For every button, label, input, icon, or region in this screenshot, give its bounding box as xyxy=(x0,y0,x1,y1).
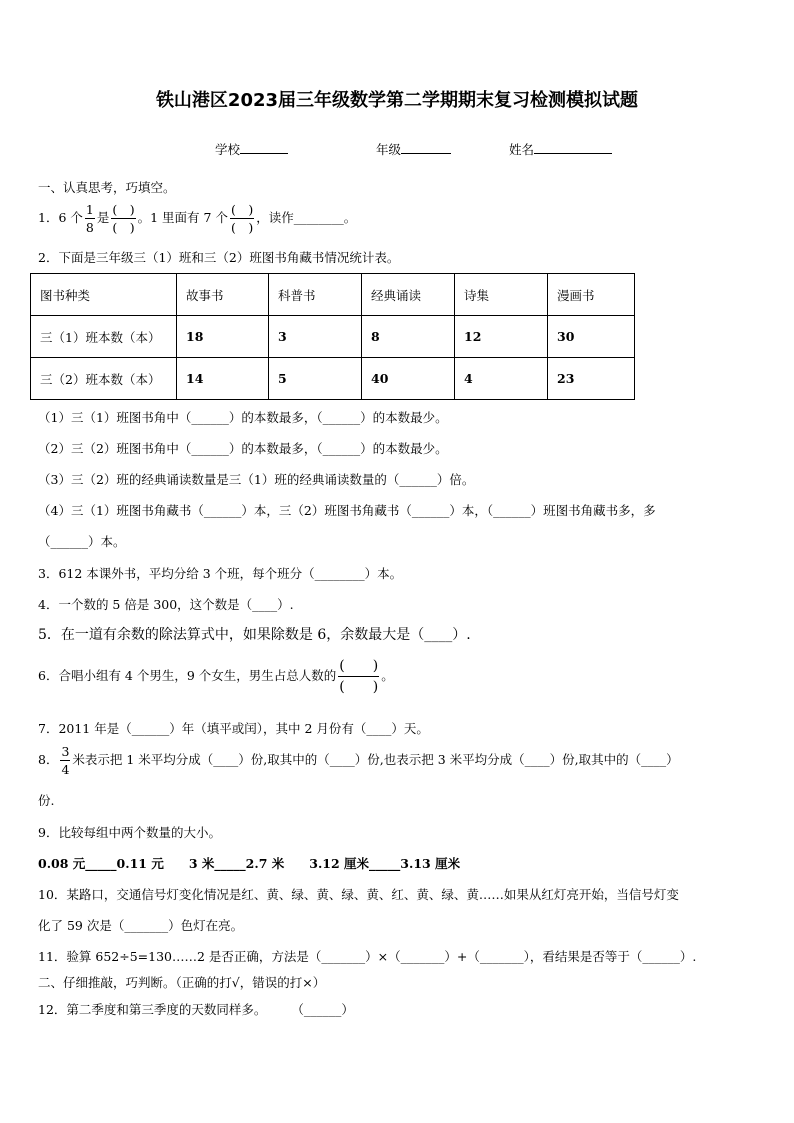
name-blank[interactable] xyxy=(534,140,612,154)
table-cell: 5 xyxy=(269,358,362,400)
table-cell: 14 xyxy=(177,358,269,400)
question-4: 4．一个数的 5 倍是 300，这个数是（____）. xyxy=(38,597,294,612)
table-cell: 4 xyxy=(455,358,548,400)
question-9: 9．比较每组中两个数量的大小。 xyxy=(38,825,221,840)
q1-text-b: 是 xyxy=(96,210,110,225)
q1-text-d: ，读作________。 xyxy=(256,210,357,225)
name-label: 姓名 xyxy=(509,142,535,157)
question-2-sub-4-cont: （______）本。 xyxy=(38,534,126,549)
table-header-cell: 诗集 xyxy=(455,274,548,316)
fraction-blank-q6[interactable] xyxy=(338,658,379,695)
q1-f3-den: ( ) xyxy=(230,220,254,235)
q1-f1-den: 8 xyxy=(85,220,94,235)
question-10: 10．某路口，交通信号灯变化情况是红、黄、绿、黄、绿、黄、红、黄、绿、黄……如果从红灯亮开始，当信号灯变 xyxy=(38,887,679,902)
table-cell: 12 xyxy=(455,316,548,358)
page-title: 铁山港区2023届三年级数学第二学期期末复习检测模拟试题 xyxy=(155,90,639,111)
fraction-one-eighth xyxy=(85,203,95,234)
question-8 xyxy=(38,745,679,776)
q8-text-a: 8． xyxy=(38,752,59,767)
grade-field xyxy=(376,140,451,158)
table-row-label: 三（1）班本数（本） xyxy=(31,316,177,358)
name-field xyxy=(509,140,612,158)
table-header-cell: 经典诵读 xyxy=(362,274,455,316)
table-row-label: 三（2）班本数（本） xyxy=(31,358,177,400)
table-header-cell: 科普书 xyxy=(269,274,362,316)
table-cell: 8 xyxy=(362,316,455,358)
question-3: 3．612 本课外书，平均分给 3 个班，每个班分（________）本。 xyxy=(38,566,403,581)
grade-blank[interactable] xyxy=(401,140,451,154)
question-2-sub-1: （1）三（1）班图书角中（______）的本数最多，（______）的本数最少。 xyxy=(38,410,448,425)
question-2-sub-4: （4）三（1）班图书角藏书（______）本，三（2）班图书角藏书（______）本，（______）班图书角藏书多，多 xyxy=(38,503,656,518)
q6-text-b: 。 xyxy=(381,668,394,683)
question-12: 12．第二季度和第三季度的天数同样多。 （______） xyxy=(38,1002,354,1017)
question-11: 11．验算 652÷5=130……2 是否正确，方法是（_______）×（_______）+（_______），看结果是否等于（______）. xyxy=(38,949,697,964)
question-8-cont: 份. xyxy=(38,793,55,808)
section-1-heading: 一、认真思考，巧填空。 xyxy=(38,180,176,195)
book-stats-table xyxy=(30,273,635,400)
table-cell: 3 xyxy=(269,316,362,358)
question-5: 5．在一道有余数的除法算式中，如果除数是 6，余数最大是（____）. xyxy=(38,627,471,643)
q1-f1-num: 1 xyxy=(85,202,94,217)
q6-text-a: 6．合唱小组有 4 个男生，9 个女生，男生占总人数的 xyxy=(38,668,337,683)
q6-num: ( ) xyxy=(339,658,379,674)
q1-f2-den: ( ) xyxy=(112,220,135,235)
table-cell: 18 xyxy=(177,316,269,358)
q1-text-c: 。1 里面有 7 个 xyxy=(137,210,228,225)
question-9-items: 0.08 元_____0.11 元 3 米_____2.7 米 3.12 厘米_____3.13 厘米 xyxy=(38,856,461,871)
question-1 xyxy=(38,203,356,234)
question-2: 2．下面是三年级三（1）班和三（2）班图书角藏书情况统计表。 xyxy=(38,250,400,265)
q8-den: 4 xyxy=(61,762,70,777)
school-label: 学校 xyxy=(215,142,241,157)
table-cell: 23 xyxy=(548,358,635,400)
school-blank[interactable] xyxy=(240,140,288,154)
grade-label: 年级 xyxy=(376,142,402,157)
q1-text-a: 1．6 个 xyxy=(38,210,83,225)
fraction-blank-1[interactable] xyxy=(111,203,135,234)
question-7: 7．2011 年是（______）年（填平或闰），其中 2 月份有（____）天。 xyxy=(38,721,429,736)
table-row xyxy=(31,316,635,358)
question-6 xyxy=(38,658,394,695)
table-cell: 40 xyxy=(362,358,455,400)
q8-text-b: 米表示把 1 米平均分成（____）份,取其中的（____）份,也表示把 3 米平均分成（____）份,取其中的（____） xyxy=(72,752,679,767)
q1-f2-num: ( ) xyxy=(112,202,135,217)
section-2-heading: 二、仔细推敲，巧判断。（正确的打√，错误的打×） xyxy=(38,975,326,990)
table-header-cell: 漫画书 xyxy=(548,274,635,316)
question-10-cont: 化了 59 次是（_______）色灯在亮。 xyxy=(38,918,244,933)
fraction-blank-2[interactable] xyxy=(230,203,254,234)
question-2-sub-3: （3）三（2）班的经典诵读数量是三（1）班的经典诵读数量的（______）倍。 xyxy=(38,472,475,487)
q8-num: 3 xyxy=(61,744,70,759)
table-header-row xyxy=(31,274,635,316)
fraction-three-quarters xyxy=(60,745,70,776)
table-header-cell: 图书种类 xyxy=(31,274,177,316)
table-row xyxy=(31,358,635,400)
q1-f3-num: ( ) xyxy=(230,202,254,217)
school-field xyxy=(215,140,288,158)
q6-den: ( ) xyxy=(339,679,379,695)
table-header-cell: 故事书 xyxy=(177,274,269,316)
question-2-sub-2: （2）三（2）班图书角中（______）的本数最多，（______）的本数最少。 xyxy=(38,441,448,456)
table-cell: 30 xyxy=(548,316,635,358)
